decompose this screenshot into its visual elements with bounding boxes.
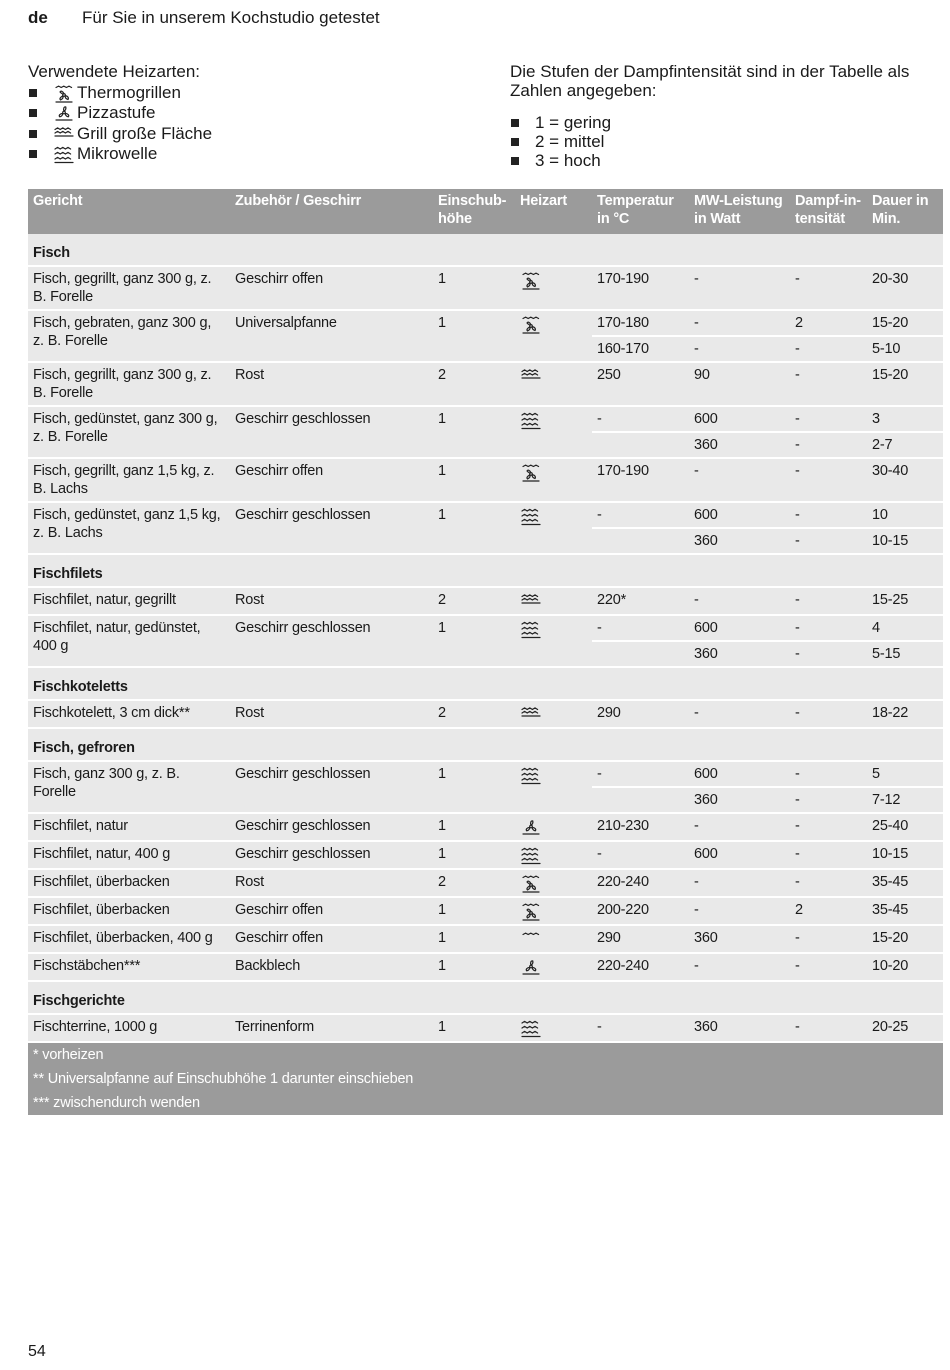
temperature-cell: 170-190 <box>592 458 689 502</box>
steam-cell: - <box>790 1014 867 1042</box>
accessory-cell: Rost <box>230 869 433 897</box>
level-cell: 1 <box>433 266 515 310</box>
temperature-cell: 200-220 <box>592 897 689 925</box>
steam-cell: - <box>790 406 867 432</box>
mw-power-cell: 360 <box>689 787 790 813</box>
column-header-duration: Dauer in Min. <box>867 189 943 234</box>
pizza-icon <box>53 105 73 121</box>
thermogrill-icon <box>520 903 587 921</box>
table-row <box>28 841 943 869</box>
heating-cell <box>515 761 592 813</box>
heating-cell <box>515 897 592 925</box>
grill-icon <box>53 126 73 142</box>
duration-cell: 30-40 <box>867 458 943 502</box>
heating-cell <box>515 458 592 502</box>
temperature-cell: 160-170 <box>592 336 689 362</box>
duration-cell: 15-25 <box>867 587 943 615</box>
level-cell: 1 <box>433 953 515 981</box>
accessory-cell: Geschirr geschlossen <box>230 813 433 841</box>
microwave-icon <box>520 508 587 526</box>
steam-cell: - <box>790 502 867 528</box>
heat-legend-item <box>28 144 212 165</box>
microwave-icon <box>520 847 587 865</box>
heating-cell <box>515 310 592 362</box>
level-cell: 1 <box>433 897 515 925</box>
steam-legend-title: Die Stufen der Dampfintensität sind in der Tabelle als Zahlen angegeben: <box>510 62 910 100</box>
temperature-cell: 290 <box>592 925 689 953</box>
language-tag: de <box>28 8 48 27</box>
level-cell: 1 <box>433 841 515 869</box>
bullet <box>511 157 519 165</box>
temperature-cell <box>592 432 689 458</box>
dish-cell: Fischterrine, 1000 g <box>28 1014 230 1042</box>
grill-icon <box>520 706 587 724</box>
duration-cell: 5-10 <box>867 336 943 362</box>
thermogrill-icon <box>520 316 587 334</box>
section-row <box>28 728 943 761</box>
page-number: 54 <box>28 1343 46 1360</box>
accessory-cell: Geschirr geschlossen <box>230 406 433 458</box>
table-header-row <box>28 189 943 234</box>
mw-power-cell: 600 <box>689 761 790 787</box>
heat-legend-title: Verwendete Heizarten: <box>28 62 200 81</box>
steam-cell: - <box>790 925 867 953</box>
column-header-heating: Heizart <box>515 189 592 234</box>
mw-power-cell: - <box>689 953 790 981</box>
steam-cell: - <box>790 266 867 310</box>
bullet <box>29 89 37 97</box>
page-header <box>28 8 380 28</box>
heating-cell <box>515 615 592 667</box>
dish-cell: Fischkotelett, 3 cm dick** <box>28 700 230 728</box>
steam-cell: - <box>790 869 867 897</box>
table-row <box>28 362 943 406</box>
column-header-steam: Dampf-in-tensität <box>790 189 867 234</box>
dish-cell: Fisch, gegrillt, ganz 300 g, z. B. Forelle <box>28 266 230 310</box>
microwave-icon <box>520 1020 587 1038</box>
pizza-icon <box>520 819 587 837</box>
table-row <box>28 700 943 728</box>
steam-cell: - <box>790 700 867 728</box>
section-row <box>28 554 943 587</box>
dish-cell: Fischfilet, überbacken <box>28 897 230 925</box>
duration-cell: 10-15 <box>867 528 943 554</box>
pizza-icon <box>520 959 587 977</box>
thermogrill-icon <box>520 272 587 290</box>
heating-cell <box>515 841 592 869</box>
duration-cell: 2-7 <box>867 432 943 458</box>
heat-legend-label: Mikrowelle <box>77 144 158 163</box>
table-row <box>28 615 943 641</box>
steam-cell: 2 <box>790 310 867 336</box>
dish-cell: Fisch, ganz 300 g, z. B. Forelle <box>28 761 230 813</box>
temperature-cell <box>592 787 689 813</box>
level-cell: 1 <box>433 458 515 502</box>
heating-cell <box>515 362 592 406</box>
accessory-cell: Geschirr geschlossen <box>230 615 433 667</box>
dish-cell: Fischfilet, natur, 400 g <box>28 841 230 869</box>
duration-cell: 20-30 <box>867 266 943 310</box>
dish-cell: Fischfilet, natur, gegrillt <box>28 587 230 615</box>
accessory-cell: Geschirr offen <box>230 897 433 925</box>
column-header-mw-power: MW-Leistung in Watt <box>689 189 790 234</box>
level-cell: 1 <box>433 502 515 554</box>
thermogrill-icon <box>520 875 587 893</box>
grill-small-icon <box>520 931 587 949</box>
section-row <box>28 667 943 700</box>
duration-cell: 20-25 <box>867 1014 943 1042</box>
duration-cell: 15-20 <box>867 310 943 336</box>
accessory-cell: Rost <box>230 587 433 615</box>
accessory-cell: Geschirr offen <box>230 458 433 502</box>
temperature-cell: - <box>592 761 689 787</box>
steam-cell: - <box>790 432 867 458</box>
steam-cell: - <box>790 336 867 362</box>
dish-cell: Fisch, gebraten, ganz 300 g, z. B. Forelle <box>28 310 230 362</box>
table-body <box>28 234 943 1115</box>
table-row <box>28 458 943 502</box>
heating-cell <box>515 953 592 981</box>
steam-cell: - <box>790 953 867 981</box>
mw-power-cell: 90 <box>689 362 790 406</box>
heating-cell <box>515 502 592 554</box>
mw-power-cell: 600 <box>689 406 790 432</box>
heating-cell <box>515 869 592 897</box>
page-header-title: Für Sie in unserem Kochstudio getestet <box>82 8 380 27</box>
temperature-cell: 220-240 <box>592 953 689 981</box>
accessory-cell: Geschirr offen <box>230 266 433 310</box>
duration-cell: 10-15 <box>867 841 943 869</box>
section-title: Fisch <box>28 234 943 266</box>
steam-cell: - <box>790 615 867 641</box>
mw-power-cell: 600 <box>689 841 790 869</box>
temperature-cell: 220* <box>592 587 689 615</box>
level-cell: 1 <box>433 761 515 813</box>
accessory-cell: Rost <box>230 362 433 406</box>
steam-legend-label: 2 = mittel <box>535 132 605 151</box>
steam-cell: - <box>790 813 867 841</box>
thermogrill-icon <box>520 464 587 482</box>
duration-cell: 18-22 <box>867 700 943 728</box>
temperature-cell: 170-180 <box>592 310 689 336</box>
duration-cell: 15-20 <box>867 362 943 406</box>
duration-cell: 7-12 <box>867 787 943 813</box>
table-row <box>28 310 943 336</box>
section-title: Fisch, gefroren <box>28 728 943 761</box>
heating-cell <box>515 406 592 458</box>
temperature-cell: - <box>592 1014 689 1042</box>
mw-power-cell: 360 <box>689 432 790 458</box>
steam-cell: - <box>790 458 867 502</box>
duration-cell: 15-20 <box>867 925 943 953</box>
steam-cell: 2 <box>790 897 867 925</box>
duration-cell: 5-15 <box>867 641 943 667</box>
mw-power-cell: - <box>689 266 790 310</box>
temperature-cell: - <box>592 841 689 869</box>
column-header-accessory: Zubehör / Geschirr <box>230 189 433 234</box>
steam-legend-list <box>510 113 930 170</box>
bullet <box>29 130 37 138</box>
heating-cell <box>515 1014 592 1042</box>
column-header-level: Einschub-höhe <box>433 189 515 234</box>
section-row <box>28 981 943 1014</box>
footnote: *** zwischendurch wenden <box>28 1091 943 1115</box>
mw-power-cell: - <box>689 700 790 728</box>
bullet <box>29 109 37 117</box>
temperature-cell: - <box>592 406 689 432</box>
steam-cell: - <box>790 761 867 787</box>
footnote-row <box>28 1067 943 1091</box>
grill-icon <box>520 593 587 611</box>
column-header-dish: Gericht <box>28 189 230 234</box>
heating-cell <box>515 587 592 615</box>
level-cell: 2 <box>433 700 515 728</box>
mw-power-cell: - <box>689 869 790 897</box>
temperature-cell: 170-190 <box>592 266 689 310</box>
level-cell: 2 <box>433 362 515 406</box>
footnote-row <box>28 1091 943 1115</box>
grill-icon <box>520 368 587 386</box>
steam-legend-item <box>510 113 930 132</box>
bullet <box>29 150 37 158</box>
dish-cell: Fisch, gegrillt, ganz 300 g, z. B. Forelle <box>28 362 230 406</box>
duration-cell: 3 <box>867 406 943 432</box>
dish-cell: Fischfilet, überbacken, 400 g <box>28 925 230 953</box>
duration-cell: 10-20 <box>867 953 943 981</box>
duration-cell: 25-40 <box>867 813 943 841</box>
table-row <box>28 502 943 528</box>
dish-cell: Fisch, gedünstet, ganz 1,5 kg, z. B. Lachs <box>28 502 230 554</box>
dish-cell: Fisch, gedünstet, ganz 300 g, z. B. Forelle <box>28 406 230 458</box>
temperature-cell <box>592 528 689 554</box>
accessory-cell: Geschirr offen <box>230 925 433 953</box>
mw-power-cell: - <box>689 813 790 841</box>
steam-cell: - <box>790 841 867 869</box>
duration-cell: 35-45 <box>867 897 943 925</box>
level-cell: 1 <box>433 615 515 667</box>
dish-cell: Fisch, gegrillt, ganz 1,5 kg, z. B. Lachs <box>28 458 230 502</box>
microwave-icon <box>520 767 587 785</box>
table-row <box>28 761 943 787</box>
section-row <box>28 234 943 266</box>
level-cell: 1 <box>433 925 515 953</box>
level-cell: 1 <box>433 310 515 362</box>
footnote: * vorheizen <box>28 1042 943 1067</box>
steam-legend-item <box>510 132 930 151</box>
temperature-cell: 250 <box>592 362 689 406</box>
heating-cell <box>515 266 592 310</box>
table-row <box>28 813 943 841</box>
heating-cell <box>515 700 592 728</box>
mw-power-cell: - <box>689 336 790 362</box>
table-row <box>28 1014 943 1042</box>
level-cell: 1 <box>433 1014 515 1042</box>
bullet <box>511 138 519 146</box>
temperature-cell: - <box>592 502 689 528</box>
microwave-icon <box>520 412 587 430</box>
table-row <box>28 406 943 432</box>
mw-power-cell: 360 <box>689 641 790 667</box>
steam-cell: - <box>790 587 867 615</box>
table-row <box>28 266 943 310</box>
dish-cell: Fischfilet, natur <box>28 813 230 841</box>
section-title: Fischkoteletts <box>28 667 943 700</box>
level-cell: 2 <box>433 587 515 615</box>
column-header-temperature: Temperatur in °C <box>592 189 689 234</box>
dish-cell: Fischfilet, überbacken <box>28 869 230 897</box>
steam-cell: - <box>790 362 867 406</box>
accessory-cell: Backblech <box>230 953 433 981</box>
heat-legend-item <box>28 124 212 145</box>
footnote: ** Universalpfanne auf Einschubhöhe 1 darunter einschieben <box>28 1067 943 1091</box>
table-row <box>28 953 943 981</box>
dish-cell: Fischfilet, natur, gedünstet, 400 g <box>28 615 230 667</box>
heating-cell <box>515 925 592 953</box>
steam-legend <box>510 62 930 170</box>
mw-power-cell: - <box>689 587 790 615</box>
table-row <box>28 925 943 953</box>
steam-cell: - <box>790 528 867 554</box>
heat-legend-label: Grill große Fläche <box>77 123 213 143</box>
dish-cell: Fischstäbchen*** <box>28 953 230 981</box>
cooking-table <box>28 189 943 1115</box>
mw-power-cell: - <box>689 897 790 925</box>
section-title: Fischgerichte <box>28 981 943 1014</box>
heating-cell <box>515 813 592 841</box>
heat-legend-item <box>28 103 212 124</box>
duration-cell: 5 <box>867 761 943 787</box>
accessory-cell: Geschirr geschlossen <box>230 841 433 869</box>
accessory-cell: Geschirr geschlossen <box>230 502 433 554</box>
heat-legend-item <box>28 83 212 104</box>
steam-legend-item <box>510 151 930 170</box>
level-cell: 2 <box>433 869 515 897</box>
temperature-cell: - <box>592 615 689 641</box>
mw-power-cell: 360 <box>689 528 790 554</box>
accessory-cell: Geschirr geschlossen <box>230 761 433 813</box>
duration-cell: 10 <box>867 502 943 528</box>
temperature-cell: 220-240 <box>592 869 689 897</box>
steam-cell: - <box>790 787 867 813</box>
level-cell: 1 <box>433 813 515 841</box>
duration-cell: 4 <box>867 615 943 641</box>
section-title: Fischfilets <box>28 554 943 587</box>
temperature-cell: 210-230 <box>592 813 689 841</box>
duration-cell: 35-45 <box>867 869 943 897</box>
heat-legend-label: Thermogrillen <box>77 82 181 102</box>
mw-power-cell: 360 <box>689 925 790 953</box>
accessory-cell: Rost <box>230 700 433 728</box>
table-row <box>28 897 943 925</box>
accessory-cell: Universalpfanne <box>230 310 433 362</box>
footnote-row <box>28 1042 943 1067</box>
mw-power-cell: - <box>689 458 790 502</box>
thermogrill-icon <box>53 85 73 101</box>
steam-cell: - <box>790 641 867 667</box>
temperature-cell <box>592 641 689 667</box>
mw-power-cell: - <box>689 310 790 336</box>
heat-legend-list <box>28 83 212 165</box>
temperature-cell: 290 <box>592 700 689 728</box>
bullet <box>511 119 519 127</box>
table-row <box>28 869 943 897</box>
mw-power-cell: 360 <box>689 1014 790 1042</box>
mw-power-cell: 600 <box>689 502 790 528</box>
level-cell: 1 <box>433 406 515 458</box>
heat-legend <box>28 62 212 165</box>
steam-legend-label: 1 = gering <box>535 113 612 132</box>
table-row <box>28 587 943 615</box>
heat-legend-label: Pizzastufe <box>77 103 156 122</box>
microwave-icon <box>520 621 587 639</box>
mw-power-cell: 600 <box>689 615 790 641</box>
microwave-icon <box>53 146 73 162</box>
steam-legend-label: 3 = hoch <box>535 151 601 170</box>
accessory-cell: Terrinenform <box>230 1014 433 1042</box>
